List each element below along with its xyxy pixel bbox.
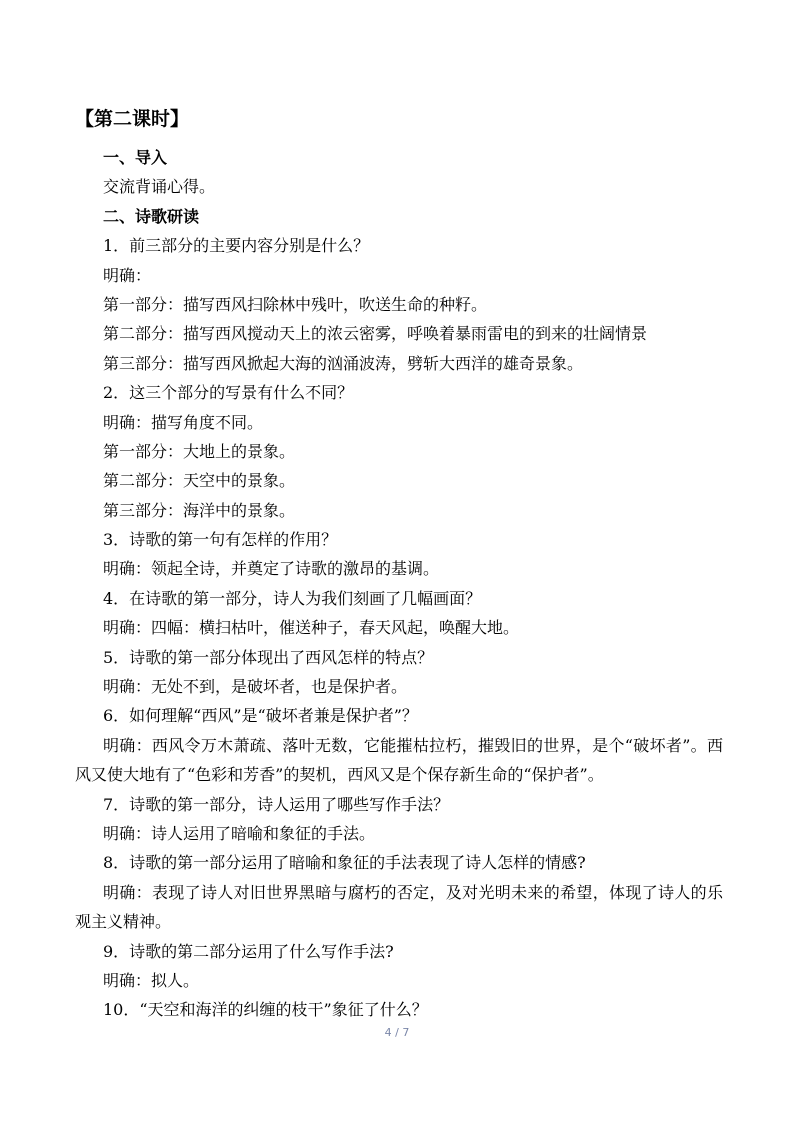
answer-paragraph: 明确：西风令万木萧疏、落叶无数，它能摧枯拉朽，摧毁旧的世界，是个“破坏者”。西风又使大地有了“色彩和芳香”的契机，西风又是个保存新生命的“保护者”。	[75, 735, 723, 785]
answer-line: 第三部分：描写西风掀起大海的汹涌波涛，劈斩大西洋的雄奇景象。	[103, 353, 584, 373]
answer-line: 明确：描写角度不同。	[103, 412, 264, 432]
answer-line: 第一部分：描写西风扫除林中残叶，吹送生命的种籽。	[103, 294, 488, 314]
answer-line: 明确：	[103, 265, 152, 285]
question-8: 8．诗歌的第一部分运用了暗喻和象征的手法表现了诗人怎样的情感?	[103, 853, 586, 873]
answer-line: 明确：无处不到，是破坏者，也是保护者。	[103, 677, 408, 697]
question-3: 3．诗歌的第一句有怎样的作用？	[103, 530, 338, 550]
answer-paragraph: 明确：表现了诗人对旧世界黑暗与腐朽的否定，及对光明未来的希望，体现了诗人的乐观主义精神。	[75, 882, 723, 932]
answer-line: 第二部分：天空中的景象。	[103, 471, 296, 491]
section-title: 【第二课时】	[75, 108, 190, 130]
answer-line: 第二部分：描写西风搅动天上的浓云密雾，呼唤着暴雨雷电的到来的壮阔情景	[103, 324, 648, 344]
answer-line: 明确：四幅：横扫枯叶，催送种子，春天风起，唤醒大地。	[103, 618, 520, 638]
question-1: 1．前三部分的主要内容分别是什么？	[103, 236, 370, 256]
heading-introduction: 一、导入	[103, 148, 168, 167]
question-5: 5．诗歌的第一部分体现出了西风怎样的特点？	[103, 647, 434, 667]
answer-line: 第一部分：大地上的景象。	[103, 441, 296, 461]
question-4: 4．在诗歌的第一部分，诗人为我们刻画了几幅画面？	[103, 588, 482, 608]
answer-line: 明确：领起全诗，并奠定了诗歌的激昂的基调。	[103, 559, 440, 579]
question-7: 7．诗歌的第一部分，诗人运用了哪些写作手法？	[103, 794, 450, 814]
answer-line: 明确：诗人运用了暗喻和象征的手法。	[103, 824, 376, 844]
heading-poem-study: 二、诗歌研读	[103, 206, 200, 226]
question-10: 10．“天空和海洋的纠缠的枝干”象征了什么？	[103, 1000, 428, 1020]
question-6: 6．如何理解“西风”是“破坏者兼是保护者”？	[103, 706, 418, 726]
page-number: 4 / 7	[384, 1026, 410, 1039]
question-2: 2．这三个部分的写景有什么不同？	[103, 383, 354, 403]
lesson-content	[75, 143, 723, 1025]
text-line: 交流背诵心得。	[103, 177, 216, 197]
question-9: 9．诗歌的第二部分运用了什么写作手法?	[103, 941, 394, 961]
answer-line: 明确：拟人。	[103, 971, 200, 990]
answer-line: 第三部分：海洋中的景象。	[103, 500, 296, 520]
